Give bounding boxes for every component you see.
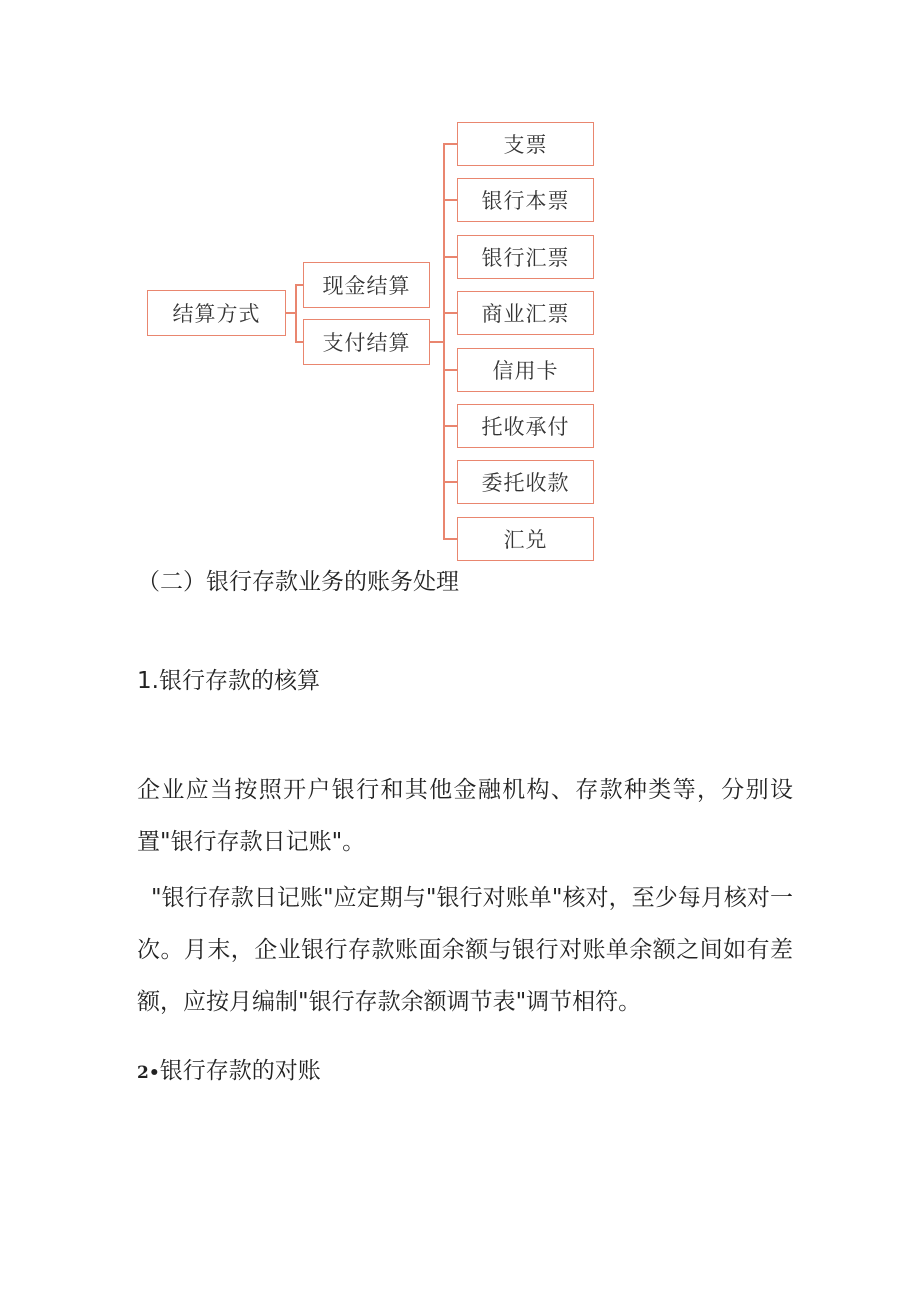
level2-node: [457, 235, 594, 279]
connector-level2-branch: [443, 312, 457, 314]
heading-text: 银行存款的对账: [159, 1058, 321, 1084]
connector-level2-branch: [443, 425, 457, 427]
level2-node-label: 商业汇票: [481, 302, 570, 326]
paragraph-journal-setup: 企业应当按照开户银行和其他金融机构、存款种类等，分别设置"银行存款日记账"。: [137, 777, 793, 855]
level2-node-label: 信用卡: [492, 359, 559, 383]
level2-node: [457, 291, 594, 335]
level2-node-label: 银行本票: [481, 189, 570, 213]
level2-node-label: 托收承付: [481, 415, 570, 439]
level1-node: [303, 262, 430, 308]
level2-node-label: 委托收款: [481, 471, 570, 495]
paragraph-reconciliation: "银行存款日记账"应定期与"银行对账单"核对，至少每月核对一次。月末，企业银行存款账面余额与银行对账单余额之间如有差额，应按月编制"银行存款余额调节表"调节相符。: [137, 885, 793, 1015]
level2-node: [457, 517, 594, 561]
root-node-label: 结算方式: [172, 302, 261, 326]
level2-node: [457, 178, 594, 222]
level2-node: [457, 404, 594, 448]
root-node: [147, 290, 286, 336]
heading-bank-deposit-accounting: 1.银行存款的核算: [137, 668, 320, 694]
level2-node-label: 汇兑: [503, 528, 548, 552]
level1-node-label: 支付结算: [322, 331, 411, 355]
connector-level2-vertical: [443, 143, 445, 538]
level2-node: [457, 460, 594, 504]
level2-node-label: 银行汇票: [481, 246, 570, 270]
connector-level2-branch: [443, 143, 457, 145]
connector-level1-a: [295, 284, 303, 286]
connector-level2-branch: [443, 369, 457, 371]
section-title: （二）银行存款业务的账务处理: [137, 569, 459, 595]
connector-level2-branch: [443, 538, 457, 540]
level2-node-label: 支票: [503, 133, 548, 157]
connector-level1-vertical: [295, 284, 297, 342]
heading-number: 2•: [137, 1063, 160, 1083]
level2-node: [457, 122, 594, 166]
heading-bank-reconciliation: [137, 1046, 321, 1098]
settlement-methods-diagram: [0, 0, 920, 570]
connector-level1-out: [430, 341, 444, 343]
connector-level2-branch: [443, 256, 457, 258]
connector-level2-branch: [443, 481, 457, 483]
level1-node-label: 现金结算: [322, 274, 411, 298]
connector-level2-branch: [443, 199, 457, 201]
level1-node: [303, 319, 430, 365]
level2-node: [457, 348, 594, 392]
connector-level1-b: [295, 341, 303, 343]
